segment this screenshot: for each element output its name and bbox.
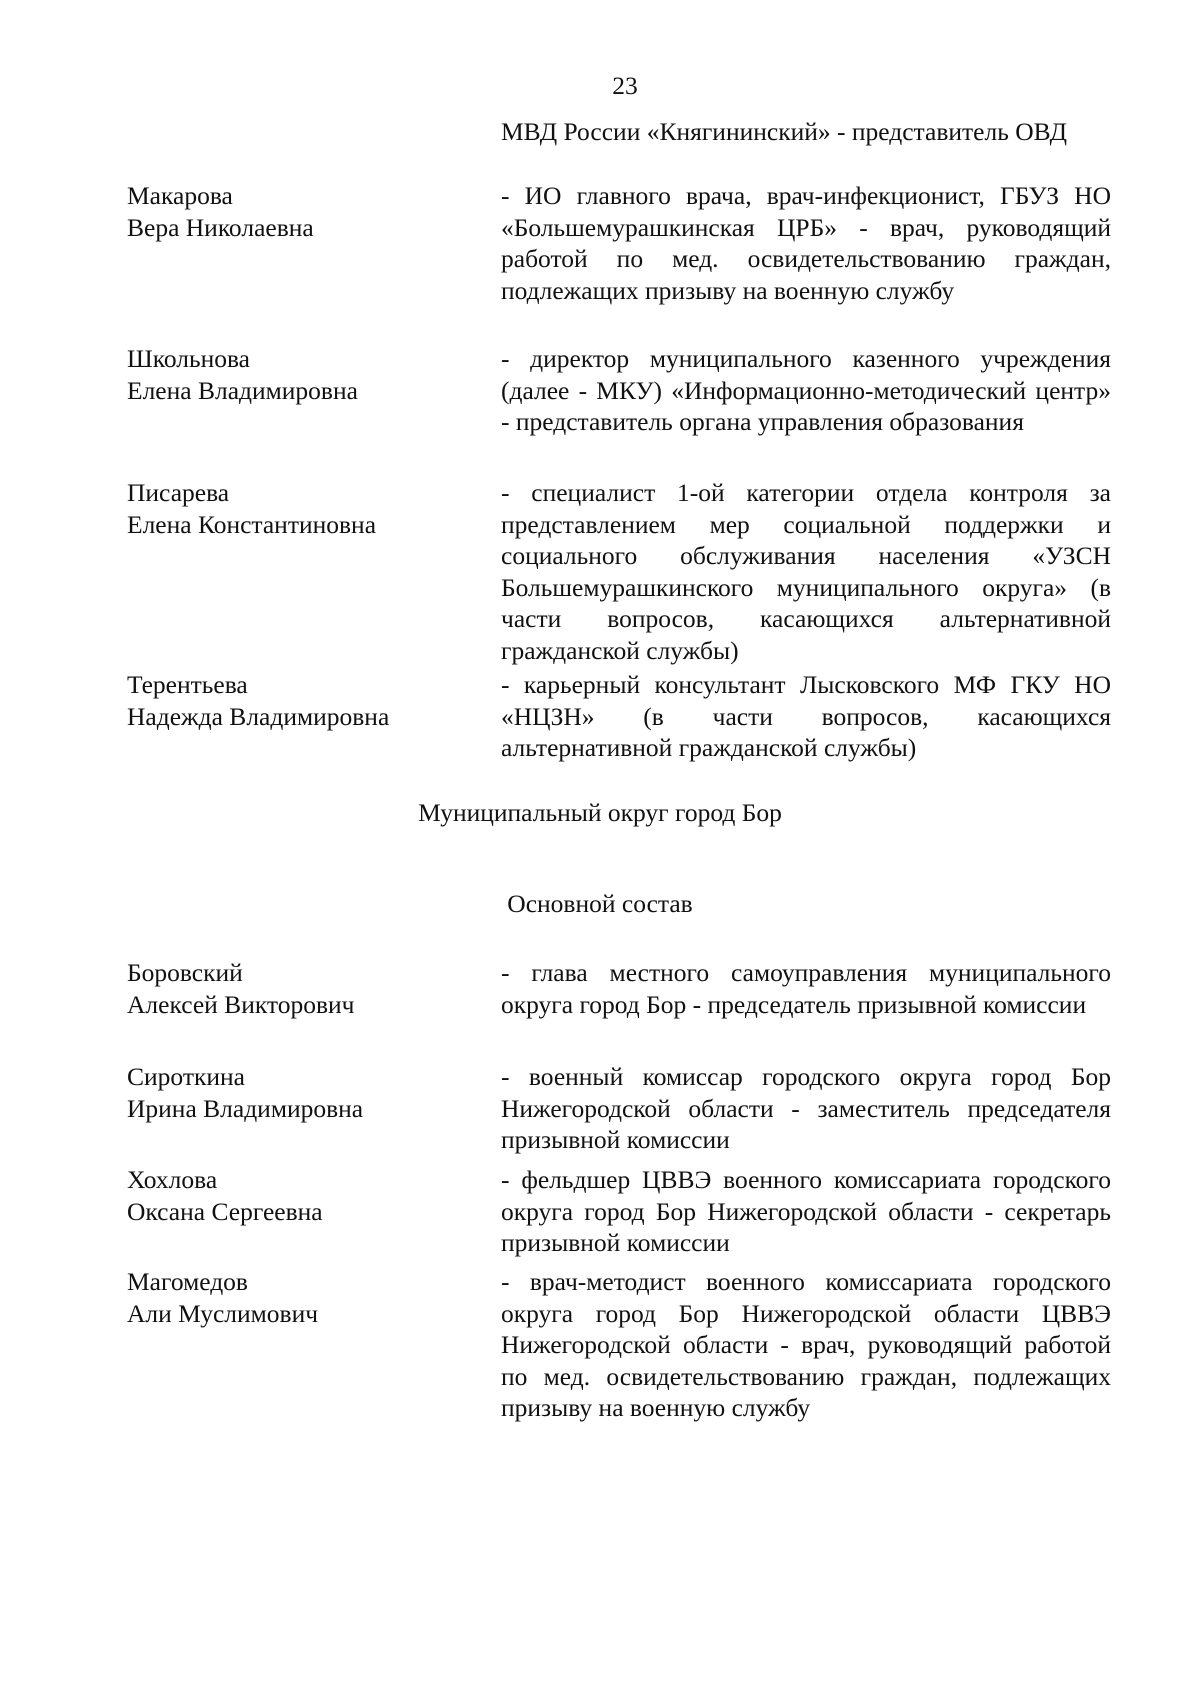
member-name xyxy=(127,1164,487,1227)
member-given-name: Елена Константиновна xyxy=(127,509,377,539)
subsection-title: Основной состав xyxy=(507,889,693,918)
member-name xyxy=(127,1061,487,1124)
member-given-name: Вера Николаевна xyxy=(127,212,314,242)
member-given-name: Ирина Владимировна xyxy=(127,1093,364,1123)
member-surname: Макарова xyxy=(127,181,233,210)
member-role: - глава местного самоуправления муниципального округа город Бор - председатель призывной комиссии xyxy=(501,958,1111,1019)
member-given-name: Елена Владимировна xyxy=(127,375,358,405)
member-surname: Терентьева xyxy=(127,670,248,699)
section-title: Муниципальный округ город Бор xyxy=(418,798,782,827)
member-given-name: Оксана Сергеевна xyxy=(127,1196,323,1226)
intro-text: МВД России «Княгининский» - представитель ОВД xyxy=(501,117,1068,146)
member-role: - ИО главного врача, врач-инфекционист, ГБУЗ НО «Большемурашкинская ЦРБ» - врач, руководящий работой по мед. освидетельствованию граждан, подлежащих призыву на военную службу xyxy=(501,181,1111,305)
member-name xyxy=(127,957,487,1020)
member-surname: Магомедов xyxy=(127,1267,248,1296)
member-name xyxy=(127,343,487,406)
member-given-name: Али Муслимович xyxy=(127,1298,319,1328)
member-role: - врач-методист военного комиссариата городского округа город Бор Нижегородской области ЦВВЭ Нижегородской области - врач, руководящий работой по мед. освидетельствованию граждан, подлежащих призыву на военную службу xyxy=(501,1267,1111,1422)
member-given-name: Надежда Владимировна xyxy=(127,701,390,731)
member-surname: Сироткина xyxy=(127,1062,245,1091)
member-role: - военный комиссар городского округа город Бор Нижегородской области - заместитель председателя призывной комиссии xyxy=(501,1062,1111,1154)
member-role: - фельдшер ЦВВЭ военного комиссариата городского округа город Бор Нижегородской области - секретарь призывной комиссии xyxy=(501,1165,1111,1257)
member-surname: Боровский xyxy=(127,958,243,987)
member-surname: Писарева xyxy=(127,478,230,507)
member-name xyxy=(127,1266,487,1329)
member-role: - директор муниципального казенного учреждения (далее - МКУ) «Информационно-методический центр» - представитель органа управления образования xyxy=(501,344,1111,436)
member-surname: Школьнова xyxy=(127,344,251,373)
member-name xyxy=(127,669,487,732)
member-name xyxy=(127,180,487,243)
member-given-name: Алексей Викторович xyxy=(127,989,355,1019)
member-role: - карьерный консультант Лысковского МФ ГКУ НО «НЦЗН» (в части вопросов, касающихся альтернативной гражданской службы) xyxy=(501,670,1111,762)
member-name xyxy=(127,477,487,540)
member-role: - специалист 1-ой категории отдела контроля за представлением мер социальной поддержки и социального обслуживания населения «УЗСН Большемурашкинского муниципального округа» (в части вопросов, касающихся альтернативной гражданской службы) xyxy=(501,478,1111,665)
member-surname: Хохлова xyxy=(127,1165,218,1194)
page-number: 23 xyxy=(612,71,638,100)
